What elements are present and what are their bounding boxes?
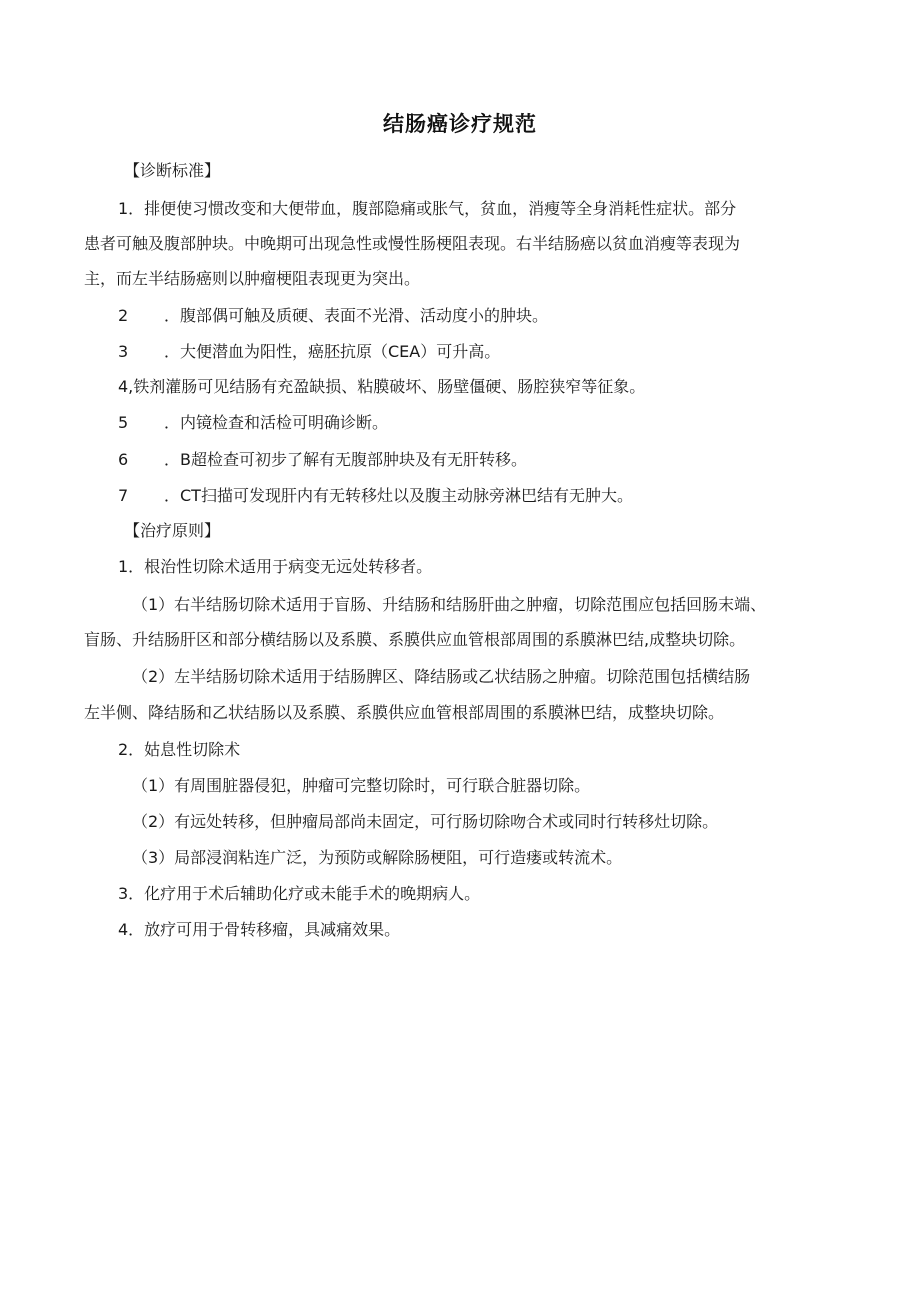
treatment-item-4: 4．放疗可用于骨转移瘤，具减痛效果。 — [118, 920, 401, 939]
treatment-sub-2-3: （3）局部浸润粘连广泛，为预防或解除肠梗阻，可行造瘘或转流术。 — [132, 848, 623, 867]
treatment-item-1: 1．根治性切除术适用于病变无远处转移者。 — [118, 557, 433, 576]
treatment-heading: 【治疗原则】 — [124, 521, 221, 540]
diagnosis-item-4: 4,铁剂灌肠可见结肠有充盈缺损、粘膜破坏、肠壁僵硬、肠腔狭窄等征象。 — [118, 377, 646, 396]
diagnosis-item-1-line-3: 主，而左半结肠癌则以肿瘤梗阻表现更为突出。 — [84, 269, 421, 288]
diagnosis-item-5 — [118, 413, 388, 433]
item-text: ．B超检查可初步了解有无腹部肿块及有无肝转移。 — [164, 450, 527, 469]
treatment-sub-2-1: （1）有周围脏器侵犯，肿瘤可完整切除时，可行联合脏器切除。 — [132, 776, 591, 795]
diagnosis-item-1-line-2: 患者可触及腹部肿块。中晚期可出现急性或慢性肠梗阻表现。右半结肠癌以贫血消瘦等表现为 — [84, 234, 741, 253]
item-text: ．腹部偶可触及质硬、表面不光滑、活动度小的肿块。 — [164, 306, 549, 325]
treatment-sub-2-line-1: （2）左半结肠切除术适用于结肠脾区、降结肠或乙状结肠之肿瘤。切除范围包括横结肠 — [132, 667, 751, 686]
item-number: 7 — [118, 486, 129, 505]
item-number: 6 — [118, 450, 129, 469]
diagnosis-item-2 — [118, 306, 548, 326]
item-number: 3 — [118, 342, 129, 361]
treatment-item-3: 3．化疗用于术后辅助化疗或未能手术的晚期病人。 — [118, 884, 481, 903]
treatment-sub-1-line-1: （1）右半结肠切除术适用于盲肠、升结肠和结肠肝曲之肿瘤，切除范围应包括回肠末端、 — [132, 595, 767, 614]
treatment-sub-1-line-2: 盲肠、升结肠肝区和部分横结肠以及系膜、系膜供应血管根部周围的系膜淋巴结,成整块切除。 — [84, 630, 746, 649]
treatment-item-2: 2．姑息性切除术 — [118, 740, 241, 759]
diagnosis-item-3 — [118, 342, 500, 362]
item-number: 2 — [118, 306, 129, 325]
treatment-sub-2-2: （2）有远处转移，但肿瘤局部尚未固定，可行肠切除吻合术或同时行转移灶切除。 — [132, 812, 719, 831]
item-number: 5 — [118, 413, 129, 432]
diagnosis-item-1-line-1: 1．排便使习惯改变和大便带血，腹部隐痛或胀气，贫血，消瘦等全身消耗性症状。部分 — [118, 199, 737, 218]
item-text: ．内镜检查和活检可明确诊断。 — [164, 413, 389, 432]
diagnosis-item-6 — [118, 450, 527, 470]
item-text: ．大便潜血为阳性，癌胚抗原（CEA）可升高。 — [164, 342, 501, 361]
page-title: 结肠癌诊疗规范 — [383, 112, 537, 136]
diagnosis-item-7 — [118, 486, 633, 506]
item-text: ．CT扫描可发现肝内有无转移灶以及腹主动脉旁淋巴结有无肿大。 — [164, 486, 633, 505]
treatment-sub-2-line-2: 左半侧、降结肠和乙状结肠以及系膜、系膜供应血管根部周围的系膜淋巴结，成整块切除。 — [84, 703, 725, 722]
diagnosis-heading: 【诊断标准】 — [124, 161, 221, 180]
